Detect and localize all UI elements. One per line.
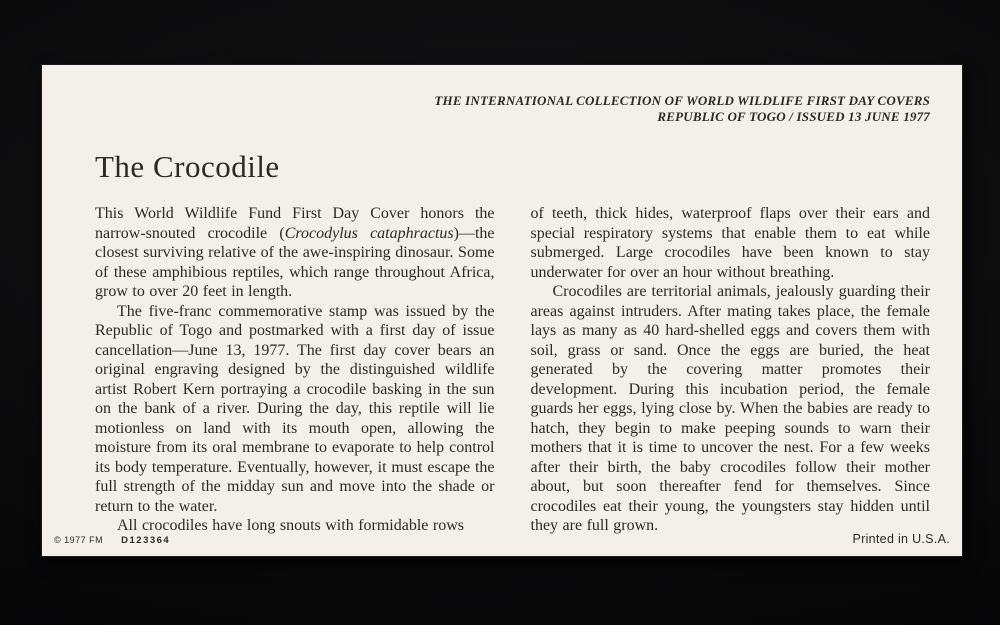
- page-title: The Crocodile: [95, 149, 280, 184]
- text-run: of teeth, thick hides, waterproof flaps over their ears and special respiratory systems that enable them to eat while submerged. Large crocodiles have been known to stay underwater for over an hour without breathing.: [530, 205, 930, 281]
- left-column: [95, 204, 495, 536]
- card-footer: [54, 532, 950, 546]
- paragraph: [531, 282, 931, 536]
- text-run: Crocodiles are territorial animals, jealously guarding their areas against intruders. After mating takes place, the female lays as many as 40 hard-shelled eggs and covers them with soil, grass or sand. Once the eggs are buried, the heat generated by the covering matter promotes their development. During this incubation period, the female guards her eggs, lying close by. When the babies are ready to hatch, they begin to make peeping sounds to warn their mothers that it is time to uncover the nest. For a few weeks after their birth, the baby crocodiles follow their mother about, but soon thereafter fend for themselves. Since crocodiles eat their young, the youngsters stay hidden until they are full grown.: [530, 283, 930, 534]
- printed-in-label: Printed in U.S.A.: [852, 532, 950, 546]
- right-column: [531, 204, 931, 536]
- text-run: All crocodiles have long snouts with formidable rows: [117, 517, 464, 534]
- text-run: )—the closest surviving relative of the awe-inspiring dinosaur. Some of these amphibious reptiles, which range throughout Africa, grow to over 20 feet in length.: [95, 224, 495, 300]
- collection-header: [95, 93, 930, 125]
- paragraph: [531, 204, 931, 282]
- collection-title-line: THE INTERNATIONAL COLLECTION OF WORLD WILDLIFE FIRST DAY COVERS: [434, 93, 930, 108]
- copyright-notice: © 1977 FM: [54, 535, 104, 545]
- paragraph: [95, 302, 495, 517]
- text-run: The five-franc commemorative stamp was issued by the Republic of Togo and postmarked with a first day of issue cancellation—June 13, 1977. The first day cover bears an original engraving designed by the distinguished wildlife artist Robert Kern portraying a crocodile basking in the sun on the bank of a river. During the day, this reptile will lie motionless on land with its mouth open, allowing the moisture from its oral membrane to evaporate to help control its body temperature. Eventually, however, it must escape the full strength of the midday sun and move into the shade or return to the water.: [95, 302, 495, 515]
- catalog-code: D123364: [121, 535, 171, 546]
- fdc-insert-card: [42, 65, 962, 556]
- article-body: [95, 204, 930, 536]
- paragraph: [95, 204, 495, 302]
- species-name: Crocodylus cataphractus: [284, 224, 454, 242]
- text-run: This World Wildlife Fund First Day Cover honors the narrow-snouted crocodile (: [95, 205, 495, 242]
- issue-info-line: REPUBLIC OF TOGO / ISSUED 13 JUNE 1977: [657, 109, 930, 124]
- footer-left-group: [54, 535, 170, 546]
